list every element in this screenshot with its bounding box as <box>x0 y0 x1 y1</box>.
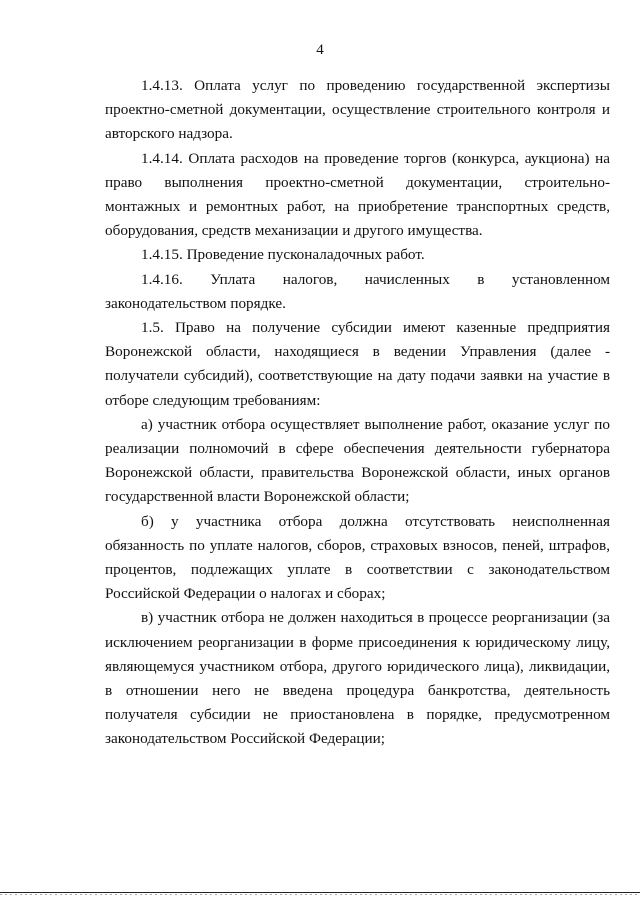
document-body <box>105 74 610 752</box>
paragraph-requirement-b: б) у участника отбора должна отсутствовать неисполненная обязанность по уплате налогов, сборов, страховых взносов, пеней, штрафов, процентов, подлежащих уплате в соответствии с законодательством Российской Федерации о налогах и сборах; <box>105 512 610 603</box>
bottom-rule <box>0 892 640 893</box>
paragraph-1-4-14: 1.4.14. Оплата расходов на проведение торгов (конкурса, аукциона) на право выполнения проектно-сметной документации, строительно-монтажных и ремонтных работ, на приобретение транспортных средств, оборудования, средств механизации и другого имущества. <box>105 149 610 240</box>
bottom-scan-edge <box>0 894 640 895</box>
paragraph-1-4-13: 1.4.13. Оплата услуг по проведению государственной экспертизы проектно-сметной документации, осуществление строительного контроля и авторского надзора. <box>105 77 610 143</box>
paragraph-1-4-15: 1.4.15. Проведение пусконаладочных работ. <box>141 246 425 264</box>
paragraph-1-5: 1.5. Право на получение субсидии имеют казенные предприятия Воронежской области, находящиеся в ведении Управления (далее - получатели субсидий), соответствующие на дату подачи заявки на участие в отборе следующим требованиям: <box>105 319 610 409</box>
paragraph-requirement-a: а) участник отбора осуществляет выполнение работ, оказание услуг по реализации полномочий в сфере обеспечения деятельности губернатора Воронежской области, правительства Воронежской области, иных органов государственной власти Воронежской области; <box>105 415 610 506</box>
page-number: 4 <box>316 42 324 58</box>
paragraph-1-4-16: 1.4.16. Уплата налогов, начисленных в установленном законодательством порядке. <box>105 270 610 312</box>
paragraph-requirement-v: в) участник отбора не должен находиться в процессе реорганизации (за исключением реорганизации в форме присоединения к юридическому лицу, являющемуся участником отбора, другого юридического лица), ликвидации, в отношении него не введена процедура банкротства, деятельность получателя субсидии не приостановлена в порядке, предусмотренном законодательством Российской Федерации; <box>105 609 610 748</box>
